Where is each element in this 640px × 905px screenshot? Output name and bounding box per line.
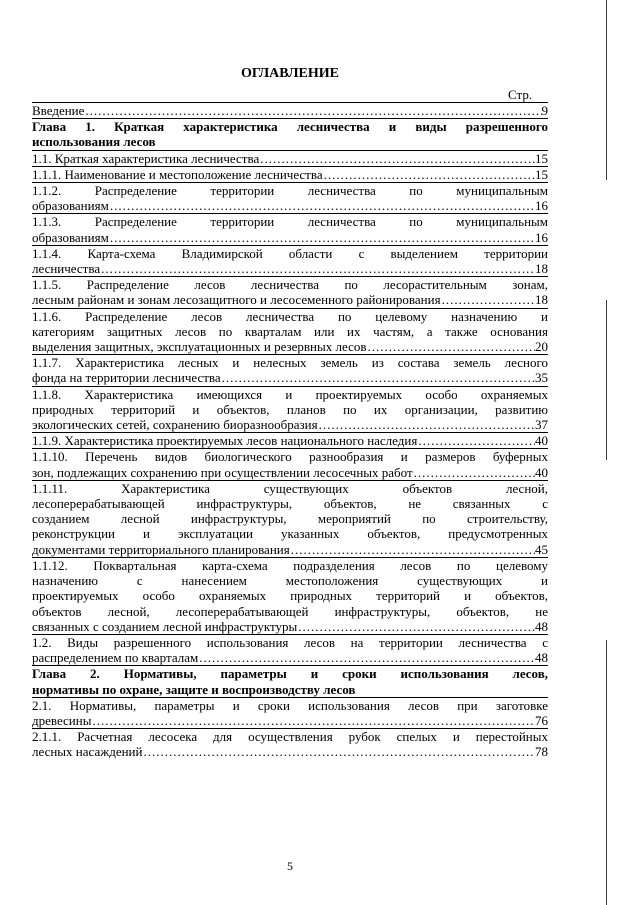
toc-entry-line: назначению с нанесением местоположения существующих и bbox=[32, 573, 548, 589]
page-edge-line-top bbox=[606, 0, 607, 180]
page-edge-line-bottom bbox=[606, 640, 607, 905]
toc-entry-line: Глава 2. Нормативы, параметры и сроки использования лесов, bbox=[32, 666, 548, 682]
toc-entry-title: документами территориального планирования bbox=[32, 541, 290, 557]
toc-entry[interactable] bbox=[32, 102, 548, 118]
dot-leader bbox=[109, 198, 535, 213]
page-title: ОГЛАВЛЕНИЕ bbox=[241, 66, 339, 81]
toc-entry[interactable] bbox=[32, 166, 548, 182]
dot-leader bbox=[297, 619, 535, 634]
toc-entry-line: созданием лесной инфраструктуры, мероприятий по строительству, bbox=[32, 511, 548, 527]
toc-entry-last-line bbox=[32, 713, 548, 728]
toc-page-number: 45 bbox=[535, 541, 548, 557]
toc-entry-title: фонда на территории лесничества bbox=[32, 370, 221, 386]
toc-entry-title: лесных насаждений bbox=[32, 744, 143, 760]
toc-entry-line: 1.1.6. Распределение лесов лесничества по целевому назначению и bbox=[32, 308, 548, 324]
toc-entry-last-line bbox=[32, 433, 548, 448]
toc-entry-last-line bbox=[32, 542, 548, 557]
toc-page-number: 16 bbox=[535, 229, 548, 245]
toc-entry-last-line bbox=[32, 230, 548, 245]
dot-leader bbox=[221, 370, 535, 385]
toc-entry-title: 1.1.1. Наименование и местоположение лесничества bbox=[32, 166, 323, 182]
toc-page-number: 48 bbox=[535, 650, 548, 666]
toc-page-number: 40 bbox=[535, 433, 548, 449]
toc-page-number: 18 bbox=[535, 292, 548, 308]
toc-entry-last-line bbox=[32, 134, 548, 149]
toc-entry[interactable] bbox=[32, 728, 548, 759]
toc-entry-title: связанных с созданием лесной инфраструктуры bbox=[32, 618, 298, 634]
toc-entry[interactable] bbox=[32, 182, 548, 213]
toc-entry-title: выделения защитных, эксплуатационных и резервных лесов bbox=[32, 339, 367, 355]
dot-leader bbox=[318, 417, 535, 432]
toc-entry-title: древесины bbox=[32, 712, 92, 728]
dot-leader bbox=[323, 167, 535, 182]
toc-entry[interactable] bbox=[32, 448, 548, 479]
page-edge-line-middle bbox=[606, 300, 607, 460]
toc-entry[interactable] bbox=[32, 697, 548, 728]
dot-leader bbox=[259, 151, 535, 166]
toc-entry-last-line bbox=[32, 167, 548, 182]
toc-entry[interactable] bbox=[32, 480, 548, 557]
toc-entry-line: 1.1.7. Характеристика лесных и нелесных земель из состава земель лесного bbox=[32, 355, 548, 371]
toc-entry-line: категориям защитных лесов по кварталам или их частям, а также основания bbox=[32, 323, 548, 339]
dot-leader bbox=[441, 292, 535, 307]
toc-page-number: 37 bbox=[535, 417, 548, 433]
toc-entry-title: 1.1. Краткая характеристика лесничества bbox=[32, 150, 260, 166]
toc-entry-title: 1.1.9. Характеристика проектируемых лесов национального наследия bbox=[32, 433, 418, 449]
page-number: 5 bbox=[287, 859, 293, 873]
toc-entry[interactable] bbox=[32, 557, 548, 634]
toc-entry-last-line bbox=[32, 292, 548, 307]
dot-leader bbox=[366, 339, 535, 354]
toc-entry-line: Глава 1. Краткая характеристика лесничества и виды разрешенного bbox=[32, 119, 548, 135]
toc-entry[interactable] bbox=[32, 634, 548, 665]
toc-entry[interactable] bbox=[32, 213, 548, 244]
toc-page-number: 78 bbox=[535, 744, 548, 760]
dot-leader bbox=[100, 261, 535, 276]
dot-leader bbox=[84, 103, 541, 118]
toc-page-number: 18 bbox=[535, 261, 548, 277]
dot-leader bbox=[91, 713, 535, 728]
toc-page-number: 40 bbox=[535, 464, 548, 480]
toc-entry-line: 1.1.3. Распределение территории лесничества по муниципальным bbox=[32, 214, 548, 230]
toc-page-number: 15 bbox=[535, 150, 548, 166]
toc-entry-last-line bbox=[32, 465, 548, 480]
toc-entry-line: реконструкции и эксплуатации указанных объектов, предусмотренных bbox=[32, 526, 548, 542]
dot-leader bbox=[198, 650, 535, 665]
toc-entry[interactable] bbox=[32, 150, 548, 166]
toc-entry-title: Введение bbox=[32, 103, 85, 118]
toc-page-number: 20 bbox=[535, 339, 548, 355]
dot-leader bbox=[413, 465, 535, 480]
toc-entry-last-line bbox=[32, 339, 548, 354]
toc-entry-line: объектов лесной, лесоперерабатывающей инфраструктуры, объектов, не bbox=[32, 603, 548, 619]
page-column-label: Стр. bbox=[508, 87, 533, 102]
toc-entry-line: 1.2. Виды разрешенного использования лесов на территории лесничества с bbox=[32, 634, 548, 650]
toc-entry-line: 1.1.8. Характеристика имеющихся и проектируемых особо охраняемых bbox=[32, 386, 548, 402]
toc-entry-last-line bbox=[32, 682, 548, 697]
toc-entry-title: образованиям bbox=[32, 198, 109, 214]
toc-page-number: 16 bbox=[535, 198, 548, 214]
toc-entry[interactable] bbox=[32, 118, 548, 149]
toc-entry-last-line bbox=[32, 417, 548, 432]
toc-entry-last-line bbox=[32, 619, 548, 634]
toc-entry-line: 1.1.10. Перечень видов биологического разнообразия и размеров буферных bbox=[32, 449, 548, 465]
toc-entry-line: природных территорий и объектов, планов по их организации, развитию bbox=[32, 401, 548, 417]
toc-entry[interactable] bbox=[32, 354, 548, 385]
toc-page-number: 76 bbox=[535, 712, 548, 728]
toc-entry-last-line bbox=[32, 744, 548, 759]
dot-leader bbox=[417, 433, 535, 448]
dot-leader bbox=[109, 230, 535, 245]
toc-entry-title: зон, подлежащих сохранению при осуществлении лесосечных работ bbox=[32, 464, 413, 480]
toc-entry[interactable] bbox=[32, 432, 548, 448]
toc-entry-line: 1.1.4. Карта-схема Владимирской области с выделением территории bbox=[32, 245, 548, 261]
toc-entry-line: 1.1.12. Поквартальная карта-схема подразделения лесов по целевому bbox=[32, 557, 548, 573]
toc-entry[interactable] bbox=[32, 276, 548, 307]
toc-entry-title: лесничества bbox=[32, 261, 101, 277]
toc-entry-title: образованиям bbox=[32, 229, 109, 245]
toc-entry-last-line bbox=[32, 198, 548, 213]
toc-entry-title: распределением по кварталам bbox=[32, 650, 199, 666]
toc-entry[interactable] bbox=[32, 308, 548, 355]
toc-entry-title: использования лесов bbox=[32, 134, 156, 150]
toc-entry-line: проектируемых особо охраняемых природных территорий и объектов, bbox=[32, 588, 548, 604]
toc-entry[interactable] bbox=[32, 665, 548, 696]
toc-entry-line: 1.1.2. Распределение территории лесничества по муниципальным bbox=[32, 183, 548, 199]
dot-leader bbox=[290, 542, 535, 557]
toc-entry[interactable] bbox=[32, 386, 548, 433]
toc-page-number: 9 bbox=[541, 103, 548, 118]
toc-entry-title: лесным районам и зонам лесозащитного и лесосеменного районирования bbox=[32, 292, 441, 308]
toc-entry[interactable] bbox=[32, 245, 548, 276]
toc-entry-last-line bbox=[32, 650, 548, 665]
toc-entry-last-line bbox=[32, 261, 548, 276]
toc-entry-title: нормативы по охране, защите и воспроизводству лесов bbox=[32, 681, 356, 697]
toc-entry-title: экологических сетей, сохранению биоразнообразия bbox=[32, 417, 318, 433]
toc-entry-line: 1.1.5. Распределение лесов лесничества по лесорастительным зонам, bbox=[32, 277, 548, 293]
toc-entry-last-line bbox=[32, 103, 548, 118]
toc-page-number: 48 bbox=[535, 618, 548, 634]
toc-entry-line: 2.1. Нормативы, параметры и сроки использования лесов при заготовке bbox=[32, 697, 548, 713]
toc-entry-last-line bbox=[32, 151, 548, 166]
toc-page-number: 35 bbox=[535, 370, 548, 386]
toc-entry-last-line bbox=[32, 370, 548, 385]
toc-page-number: 15 bbox=[535, 166, 548, 182]
toc-entry-line: 2.1.1. Расчетная лесосека для осуществления рубок спелых и перестойных bbox=[32, 729, 548, 745]
toc-entry-line: 1.1.11. Характеристика существующих объектов лесной, bbox=[32, 480, 548, 496]
table-of-contents bbox=[32, 102, 548, 760]
dot-leader bbox=[142, 744, 535, 759]
toc-entry-line: лесоперерабатывающей инфраструктуры, объектов, не связанных с bbox=[32, 496, 548, 512]
